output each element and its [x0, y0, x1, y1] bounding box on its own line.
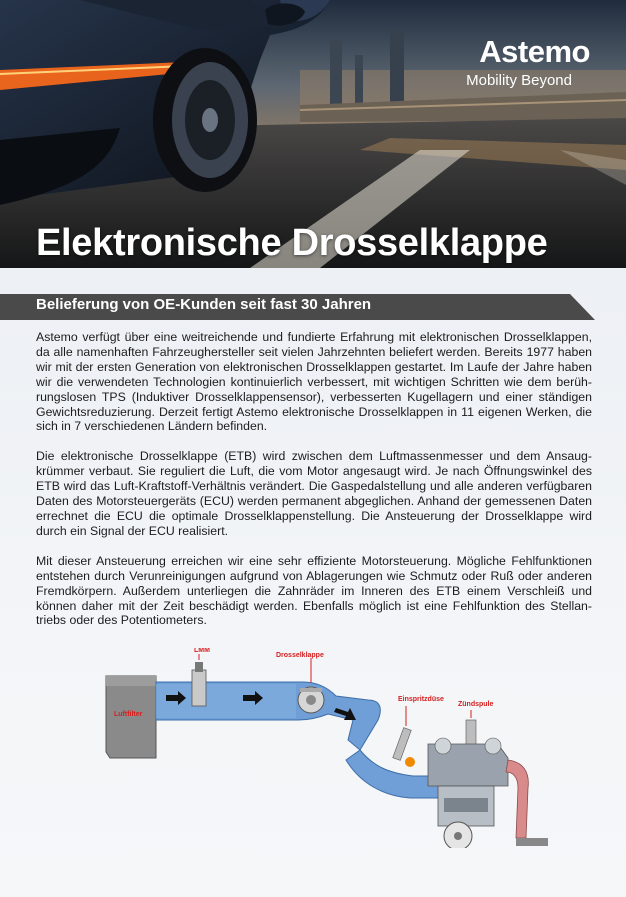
- paragraph-malfunctions: Mit dieser Ansteuerung erreichen wir eine sehr effiziente Motorsteuerung. Mögliche Fehlfunktionen entstehen durch Verunreinigungen aufgrund von Ablagerungen wie Schmutz oder Ruß oder anderen Fremdkörpern. Außerdem unterliegen die Zahnräder im Inneren des ETB einem Verschleiß und können daher mit der Zeit beschädigt werden. Ebenfalls möglich ist eine Fehlfunktion des Stellantriebs oder des Potentiometers.: [36, 553, 592, 628]
- page-title: Elektronische Drosselklappe: [36, 222, 548, 264]
- paragraph-etb-function: Die elektronische Drosselklappe (ETB) wird zwischen dem Luftmassenmesser und dem Ansaugkrümmer verbaut. Sie reguliert die Luft, die vom Motor angesaugt wird. Je nach Öffnungswinkel des ETB wird das Luft-Kraftstoff-Verhältnis verändert. Die Gaspedalstellung und alle anderen verfügbaren Daten des Motorsteuergeräts (ECU) werden permanent abgeglichen. Anhand der gemessenen Daten errechnet die ECU die optimale Drosselklappenstellung. Die Ansteuerung der Drosselklappe wird durch ein Signal der ECU realisiert.: [36, 449, 592, 538]
- exhaust-manifold: [506, 760, 528, 838]
- label-drosselklappe: Drosselklappe: [276, 652, 324, 659]
- label-einspritzduese: Einspritzdüse: [398, 696, 444, 703]
- mass-air-meter: [192, 670, 206, 706]
- section-title: Belieferung von OE-Kunden seit fast 30 Jahren: [36, 296, 372, 313]
- intake-system-diagram: [98, 648, 548, 848]
- paragraph-experience: Astemo verfügt über eine weitreichende und fundierte Erfahrung mit elektronischen Drosselklappen, da alle namenhaften Fahrzeughersteller seit vielen Jahrzehnten beliefert werden. Bereits 1977 haben wir mit der ersten Generation von elektronischen Drosselklappen gestartet. Im Laufe der Jahre haben wir die verwendeten Technologien kontinuierlich verbessert, mit wichtigen Schritten wie dem berührungslosen TPS (Induktiver Drosselklappensensor), verbesserten Kugellagern und einer ständigen Gewichtsreduzierung. Derzeit fertigt Astemo elektronische Drosselklappen in 11 eigenen Werken, die sich in 7 verschiedenen Ländern befinden.: [36, 330, 592, 434]
- label-lmm: LMM: [194, 648, 210, 654]
- label-luftfilter: Luftfilter: [114, 711, 143, 718]
- hero-image: [0, 0, 626, 268]
- exhaust-pipe: [516, 838, 548, 846]
- injector-spray: [405, 757, 415, 767]
- brand-name: Astemo: [479, 34, 590, 69]
- body-text: [36, 330, 592, 643]
- brand-tagline: Mobility Beyond: [466, 72, 572, 89]
- injector: [393, 728, 411, 761]
- label-zuendspule: Zündspule: [458, 701, 494, 708]
- astemo-logo: [466, 36, 590, 89]
